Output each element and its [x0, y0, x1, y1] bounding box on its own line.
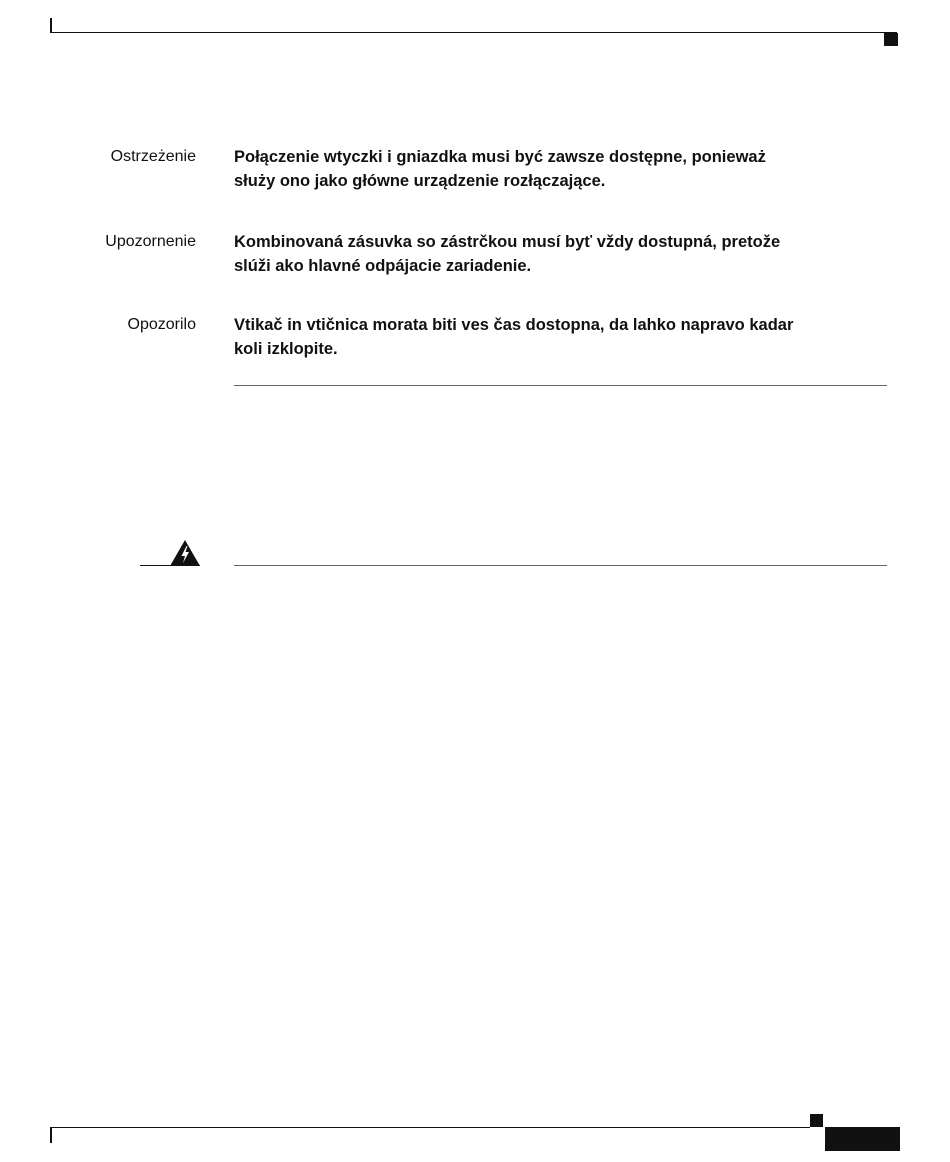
- header-rule: [50, 32, 897, 33]
- warning-text: [234, 145, 884, 193]
- footer-left-tick: [50, 1128, 52, 1143]
- header-left-tick: [50, 18, 52, 33]
- header-corner-mark: [884, 33, 898, 46]
- warning-text-line: koli izklopite.: [234, 340, 338, 358]
- section-divider: [234, 385, 887, 386]
- warning-label: Opozorilo: [127, 316, 196, 333]
- warning-text: [234, 313, 884, 361]
- warning-text-line: służy ono jako główne urządzenie rozłączające.: [234, 172, 606, 190]
- electrical-hazard-icon: [169, 539, 201, 567]
- warning-label: Upozornenie: [105, 233, 196, 250]
- footer-rule: [50, 1127, 810, 1128]
- warning-text-line: Vtikač in vtičnica morata biti ves čas dostopna, da lahko napravo kadar: [234, 316, 794, 334]
- warning-text: [234, 230, 884, 278]
- warning-text-line: slúži ako hlavné odpájacie zariadenie.: [234, 257, 532, 275]
- warning-header-rule: [234, 565, 887, 566]
- warning-text-line: Połączenie wtyczki i gniazdka musi być zawsze dostępne, ponieważ: [234, 148, 766, 166]
- footer-page-tab: [825, 1127, 900, 1151]
- footer-corner-mark: [810, 1114, 823, 1127]
- warning-label: Ostrzeżenie: [110, 148, 196, 165]
- icon-underline: [140, 565, 200, 566]
- warning-text-line: Kombinovaná zásuvka so zástrčkou musí byť vždy dostupná, pretože: [234, 233, 781, 251]
